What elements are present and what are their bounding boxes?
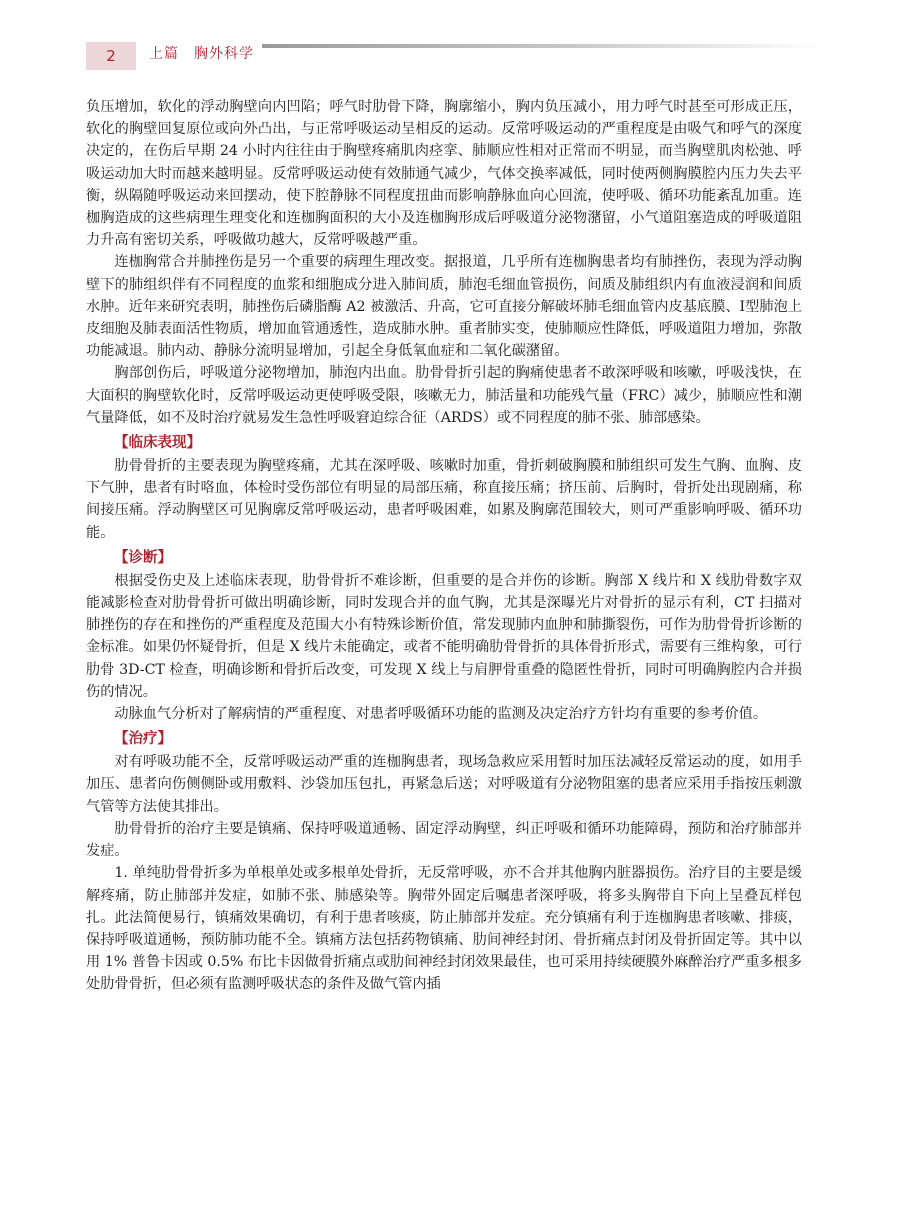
heading-clinical: 【临床表现】 [114, 435, 201, 452]
paragraph: 根据受伤史及上述临床表现，肋骨骨折不难诊断，但重要的是合并伤的诊断。胸部 X 线片和 X 线肋骨数字双能减影检查对肋骨骨折可做出明确诊断，同时发现合并的血气胸，尤其是深曝光片对骨折的显示有利，CT 扫描对肺挫伤的存在和挫伤的严重程度及范围大小有特殊诊断价值，常发现肺内血肿和肺撕裂伤，可作为肋骨骨折诊断的金标准。如果仍怀疑骨折，但是 X 线片未能确定，或者不能明确肋骨骨折的具体骨折形式，需要有三维构象，可行肋骨 3D-CT 检查，明确诊断和骨折后改变，可发现 X 线上与肩胛骨重叠的隐匿性骨折，同时可明确胸腔内合并损伤的情况。 [86, 572, 802, 700]
paragraph: 肋骨骨折的治疗主要是镇痛、保持呼吸道通畅、固定浮动胸壁，纠正呼吸和循环功能障碍，预防和治疗肺部并发症。 [86, 820, 802, 860]
header-rule [262, 44, 822, 48]
paragraph: 1. 单纯肋骨骨折多为单根单处或多根单处骨折，无反常呼吸，亦不合并其他胸内脏器损伤。治疗目的主要是缓解疼痛，防止肺部并发症，如肺不张、肺感染等。胸带外固定后嘱患者深呼吸，将多头胸带自下向上呈叠瓦样包扎。此法简便易行，镇痛效果确切，有利于患者咳痰，防止肺部并发症。充分镇痛有利于连枷胸患者咳嗽、排痰，保持呼吸道通畅，预防肺功能不全。镇痛方法包括药物镇痛、肋间神经封闭、骨折痛点封闭及骨折固定等。其中以用 1% 普鲁卡因或 0.5% 布比卡因做骨折痛点或肋间神经封闭效果最佳，也可采用持续硬膜外麻醉治疗严重多根多处肋骨骨折，但必须有监测呼吸状态的条件及做气管内插 [86, 865, 802, 993]
heading-treatment: 【治疗】 [114, 731, 172, 748]
page-number: 2 [86, 42, 136, 70]
page-header [0, 0, 900, 70]
paragraph: 肋骨骨折的主要表现为胸壁疼痛，尤其在深呼吸、咳嗽时加重，骨折刺破胸膜和肺组织可发生气胸、血胸、皮下气肿，患者有时咯血，体检时受伤部位有明显的局部压痛，称直接压痛；挤压前、后胸时，骨折处出现剧痛，称间接压痛。浮动胸壁区可见胸廓反常呼吸运动，患者呼吸困难，如累及胸廓范围较大，则可严重影响呼吸、循环功能。 [86, 458, 802, 541]
page-body [86, 96, 802, 996]
paragraph: 胸部创伤后，呼吸道分泌物增加，肺泡内出血。肋骨骨折引起的胸痛使患者不敢深呼吸和咳嗽，呼吸浅快，在大面积的胸壁软化时，反常呼吸运动更使呼吸受限，咳嗽无力，肺活量和功能残气量（FRC）减少，肺顺应性和潮气量降低，如不及时治疗就易发生急性呼吸窘迫综合征（ARDS）或不同程度的肺不张、肺部感染。 [86, 365, 802, 426]
running-section-title: 上篇 胸外科学 [149, 46, 254, 62]
paragraph: 连枷胸常合并肺挫伤是另一个重要的病理生理改变。据报道，几乎所有连枷胸患者均有肺挫伤，表现为浮动胸壁下的肺组织伴有不同程度的血浆和细胞成分进入肺间质，肺泡毛细血管损伤，间质及肺组织内有血液浸润和间质水肿。近年来研究表明，肺挫伤后磷脂酶 A2 被激活、升高，它可直接分解破坏肺毛细血管内皮基底膜、Ⅰ型肺泡上皮细胞及肺表面活性物质，增加血管通透性，造成肺水肿。重者肺实变，使肺顺应性降低，呼吸道阻力增加，弥散功能减退。肺内动、静脉分流明显增加，引起全身低氧血症和二氧化碳潴留。 [86, 254, 802, 360]
paragraph: 负压增加，软化的浮动胸壁向内凹陷；呼气时肋骨下降，胸廓缩小，胸内负压减小，用力呼气时甚至可形成正压，软化的胸壁回复原位或向外凸出，与正常呼吸运动呈相反的运动。反常呼吸运动的严重程度是由吸气和呼气的深度决定的，在伤后早期 24 小时内往往由于胸壁疼痛肌肉痉挛、肺顺应性相对正常而不明显，而当胸壁肌肉松弛、呼吸运动加大时而越来越明显。反常呼吸运动使有效肺通气减少，气体交换率减低，同时使两侧胸膜腔内压力失去平衡，纵隔随呼吸运动来回摆动，使下腔静脉不同程度扭曲而影响静脉血向心回流，使呼吸、循环功能紊乱加重。连枷胸造成的这些病理生理变化和连枷胸面积的大小及连枷胸形成后呼吸道分泌物潴留，小气道阻塞造成的呼吸道阻力升高有密切关系，呼吸做功越大，反常呼吸越严重。 [86, 99, 802, 249]
heading-diagnosis: 【诊断】 [114, 549, 172, 566]
paragraph: 对有呼吸功能不全，反常呼吸运动严重的连枷胸患者，现场急救应采用暂时加压法减轻反常运动的度，如用手加压、患者向伤侧侧卧或用敷料、沙袋加压包扎，再紧急后送；对呼吸道有分泌物阻塞的患者应采用手指按压刺激气管等方法使其排出。 [86, 754, 802, 815]
paragraph: 动脉血气分析对了解病情的严重程度、对患者呼吸循环功能的监测及决定治疗方针均有重要的参考价值。 [114, 706, 768, 723]
